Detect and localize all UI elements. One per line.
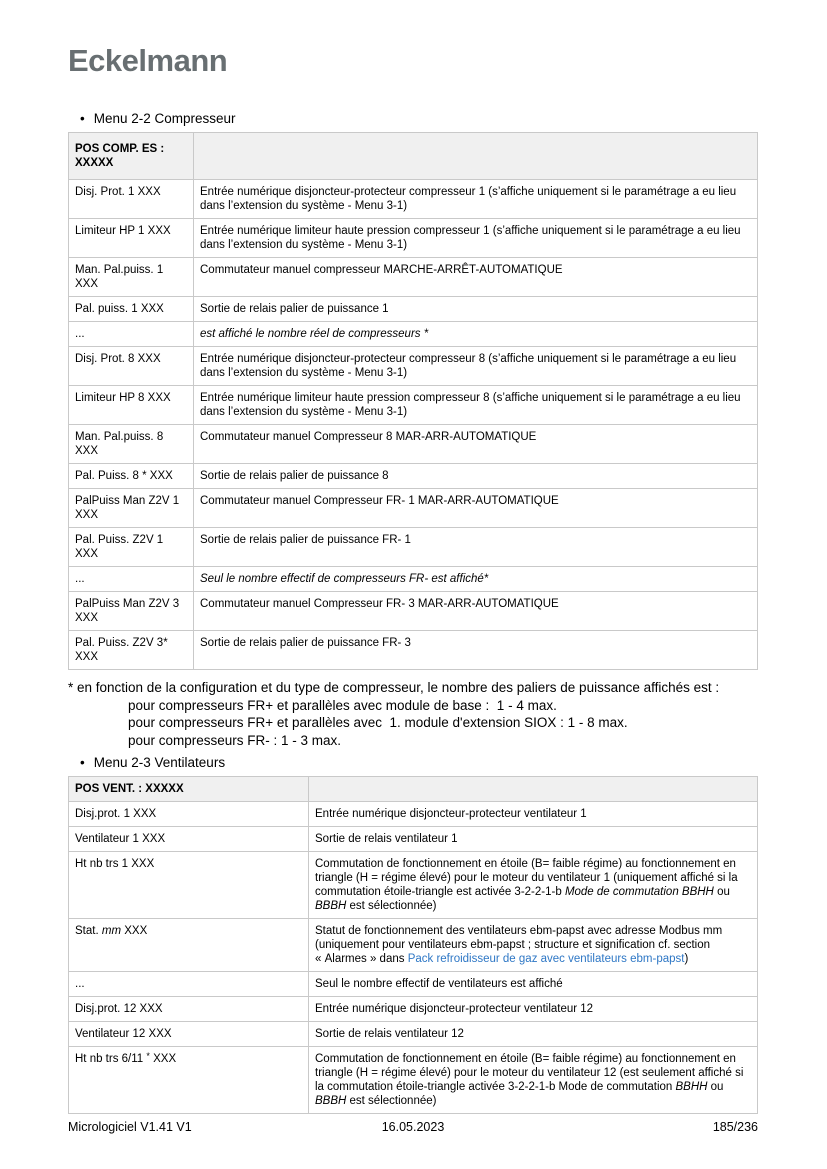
row-description-cell (309, 802, 758, 827)
bullet-icon: • (80, 755, 85, 771)
row-description-cell (194, 464, 758, 489)
table2-header-empty-cell (309, 777, 758, 802)
row-label-cell (69, 592, 194, 631)
row-label-cell (69, 386, 194, 425)
row-label-cell (69, 258, 194, 297)
row-label-cell (69, 297, 194, 322)
text-segment: Ht nb trs 1 XXX (75, 858, 155, 871)
table-row (69, 425, 758, 464)
text-segment: Sortie de relais palier de puissance 1 (200, 303, 389, 316)
table-header-row (69, 777, 758, 802)
table-row (69, 592, 758, 631)
row-description-cell (194, 489, 758, 528)
text-segment: Pal. Puiss. Z2V 1 XXX (75, 534, 164, 561)
row-label-cell (69, 631, 194, 670)
text-segment: Entrée numérique disjoncteur-protecteur compresseur 1 (s’affiche uniquement si le paramétrage a eu lieu dans l’extension du système - Menu 3-1) (200, 186, 737, 213)
text-segment: ou (707, 1081, 724, 1094)
table2-header-pos-cell: POS VENT. : XXXXX (69, 777, 309, 802)
row-description-cell (309, 827, 758, 852)
text-segment: Commutation de fonctionnement en étoile (B= faible régime) au fonctionnement en triangle (H = régime élevé) pour le moteur du ventilateur 12 (est seulement affiché si la commutation étoile-triangle activée 3-2-2-1-b Mode de commutation (315, 1053, 744, 1094)
footer-firmware-version: Micrologiciel V1.41 V1 (68, 1120, 192, 1134)
row-label-cell (69, 802, 309, 827)
row-label-cell (69, 347, 194, 386)
table-row (69, 827, 758, 852)
row-label-cell (69, 1047, 309, 1114)
text-segment: Entrée numérique disjoncteur-protecteur ventilateur 12 (315, 1003, 594, 1016)
text-segment: ou (713, 886, 730, 899)
text-segment: Limiteur HP 8 XXX (75, 392, 171, 405)
row-description-cell (309, 919, 758, 972)
row-description-cell (194, 180, 758, 219)
row-description-cell (309, 1047, 758, 1114)
table-row (69, 631, 758, 670)
text-segment: Man. Pal.puiss. 1 XXX (75, 264, 164, 291)
row-label-cell (69, 322, 194, 347)
ebm-papst-link[interactable]: Pack refroidisseur de gaz avec ventilateurs ebm-papst (407, 953, 685, 966)
bullet-icon: • (80, 111, 85, 127)
text-segment: Pal. Puiss. 8 * XXX (75, 470, 173, 483)
text-segment: Ht nb trs 6/11 (75, 1053, 147, 1066)
table-row (69, 528, 758, 567)
table-row (69, 258, 758, 297)
text-segment: Seul le nombre effectif de ventilateurs est affiché (315, 978, 563, 991)
table-row (69, 347, 758, 386)
row-description-cell (194, 528, 758, 567)
text-segment: Commutateur manuel compresseur MARCHE-ARRÊT-AUTOMATIQUE (200, 264, 563, 277)
text-segment: Entrée numérique limiteur haute pression compresseur 1 (s’affiche uniquement si le paramétrage a eu lieu dans l’extension du système - Menu 3-1) (200, 225, 741, 252)
row-label-cell (69, 919, 309, 972)
row-description-cell (309, 972, 758, 997)
row-label-cell (69, 972, 309, 997)
row-label-cell (69, 219, 194, 258)
text-segment: Entrée numérique disjoncteur-protecteur ventilateur 1 (315, 808, 587, 821)
table-row (69, 180, 758, 219)
row-label-cell (69, 464, 194, 489)
text-segment: Man. Pal.puiss. 8 XXX (75, 431, 164, 458)
table-row (69, 219, 758, 258)
text-segment: Entrée numérique disjoncteur-protecteur compresseur 8 (s’affiche uniquement si le paramétrage a eu lieu dans l’extension du système - Menu 3-1) (200, 353, 737, 380)
text-segment: PalPuiss Man Z2V 3 XXX (75, 598, 180, 625)
page-footer (68, 1120, 758, 1134)
text-segment: Sortie de relais palier de puissance FR- 1 (200, 534, 411, 547)
text-segment: BBHH (675, 1081, 708, 1094)
table1-header-pos-cell: POS COMP. ES : XXXXX (69, 133, 194, 180)
text-segment: Disj. Prot. 8 XXX (75, 353, 161, 366)
row-description-cell (194, 219, 758, 258)
text-segment: Sortie de relais ventilateur 12 (315, 1028, 464, 1041)
text-segment: Statut de fonctionnement des ventilateurs ebm-papst avec adresse Modbus mm (uniquement pour ventilateurs ebm-papst ; structure et signification cf. section « Alarmes » dans (315, 925, 723, 966)
row-label-cell (69, 827, 309, 852)
text-segment: XXX (149, 1053, 177, 1066)
footnote-line: * en fonction de la configuration et du type de compresseur, le nombre des paliers de puissance affichés est : (68, 680, 720, 696)
row-description-cell (194, 631, 758, 670)
text-segment: Pal. puiss. 1 XXX (75, 303, 164, 316)
row-label-cell (69, 528, 194, 567)
eckelmann-logo: Eckelmann (68, 43, 228, 78)
text-segment: Commutation de fonctionnement en étoile (B= faible régime) au fonctionnement en triangle (H = régime élevé) pour le moteur du ventilateur 1 (uniquement affiché si la commutation étoile-triangle est activée 3-2-2-1-b (315, 858, 738, 899)
table-row (69, 464, 758, 489)
table-row (69, 297, 758, 322)
text-segment: Sortie de relais palier de puissance FR- 3 (200, 637, 411, 650)
row-label-cell (69, 1022, 309, 1047)
text-segment: Disj.prot. 12 XXX (75, 1003, 163, 1016)
fan-menu-table (68, 776, 758, 1114)
row-description-cell (309, 852, 758, 919)
text-segment: BBBH (315, 1095, 347, 1108)
table-row (69, 567, 758, 592)
table-row (69, 386, 758, 425)
menu-2-2-label: Menu 2-2 Compresseur (93, 111, 236, 127)
text-segment: ... (75, 978, 85, 991)
text-segment: BBBH (315, 900, 347, 913)
table-row (69, 919, 758, 972)
table1-header-empty-cell (194, 133, 758, 180)
text-segment: Ventilateur 1 XXX (75, 833, 166, 846)
power-stage-footnote (68, 679, 758, 749)
row-description-cell (194, 425, 758, 464)
text-segment: Disj.prot. 1 XXX (75, 808, 157, 821)
table-row (69, 1022, 758, 1047)
text-segment: Mode de commutation BBHH (564, 886, 714, 899)
row-description-cell (194, 567, 758, 592)
menu-2-3-label: Menu 2-3 Ventilateurs (93, 755, 226, 771)
row-description-cell (309, 997, 758, 1022)
table-row (69, 489, 758, 528)
table-row (69, 802, 758, 827)
text-segment: Ventilateur 12 XXX (75, 1028, 172, 1041)
bullet-menu-2-3 (80, 755, 758, 770)
row-label-cell (69, 852, 309, 919)
text-segment: ) (684, 953, 689, 966)
table-row (69, 322, 758, 347)
text-segment: Commutateur manuel Compresseur 8 MAR-ARR-AUTOMATIQUE (200, 431, 537, 444)
bullet-menu-2-2 (80, 111, 758, 126)
row-description-cell (194, 347, 758, 386)
text-segment: est sélectionnée) (346, 900, 437, 913)
compressor-menu-table (68, 132, 758, 670)
row-label-cell (69, 180, 194, 219)
text-segment: Stat. (75, 925, 102, 938)
text-segment: * (146, 1051, 150, 1062)
text-segment: Disj. Prot. 1 XXX (75, 186, 161, 199)
text-segment: est sélectionnée) (346, 1095, 437, 1108)
text-segment: Sortie de relais palier de puissance 8 (200, 470, 389, 483)
text-segment: est affiché le nombre réel de compresseurs * (200, 328, 429, 341)
footer-date: 16.05.2023 (381, 1120, 445, 1134)
table-row (69, 852, 758, 919)
row-description-cell (194, 258, 758, 297)
row-label-cell (69, 997, 309, 1022)
text-segment: Entrée numérique limiteur haute pression compresseur 8 (s’affiche uniquement si le paramétrage a eu lieu dans l’extension du système - Menu 3-1) (200, 392, 741, 419)
row-description-cell (194, 322, 758, 347)
row-description-cell (194, 297, 758, 322)
table-row (69, 1047, 758, 1114)
text-segment: Commutateur manuel Compresseur FR- 1 MAR-ARR-AUTOMATIQUE (200, 495, 559, 508)
text-segment: Commutateur manuel Compresseur FR- 3 MAR-ARR-AUTOMATIQUE (200, 598, 559, 611)
text-segment: mm (101, 925, 122, 938)
footnote-line: pour compresseurs FR+ et parallèles avec module de base : 1 - 4 max. (128, 697, 557, 713)
text-segment: Seul le nombre effectif de compresseurs FR- est affiché* (200, 573, 489, 586)
text-segment: ... (75, 328, 85, 341)
text-segment: ... (75, 573, 85, 586)
text-segment: Pal. Puiss. Z2V 3* XXX (75, 637, 168, 664)
footnote-line: pour compresseurs FR+ et parallèles avec 1. module d'extension SIOX : 1 - 8 max. (128, 715, 628, 731)
text-segment: PalPuiss Man Z2V 1 XXX (75, 495, 180, 522)
row-description-cell (309, 1022, 758, 1047)
text-segment: XXX (121, 925, 148, 938)
table-header-row (69, 133, 758, 180)
row-description-cell (194, 386, 758, 425)
row-label-cell (69, 567, 194, 592)
text-segment: Sortie de relais ventilateur 1 (315, 833, 458, 846)
text-segment: Limiteur HP 1 XXX (75, 225, 171, 238)
table-row (69, 997, 758, 1022)
footnote-line: pour compresseurs FR- : 1 - 3 max. (128, 732, 342, 748)
table-row (69, 972, 758, 997)
row-label-cell (69, 425, 194, 464)
row-label-cell (69, 489, 194, 528)
row-description-cell (194, 592, 758, 631)
footer-page-number: 185/236 (712, 1120, 758, 1134)
